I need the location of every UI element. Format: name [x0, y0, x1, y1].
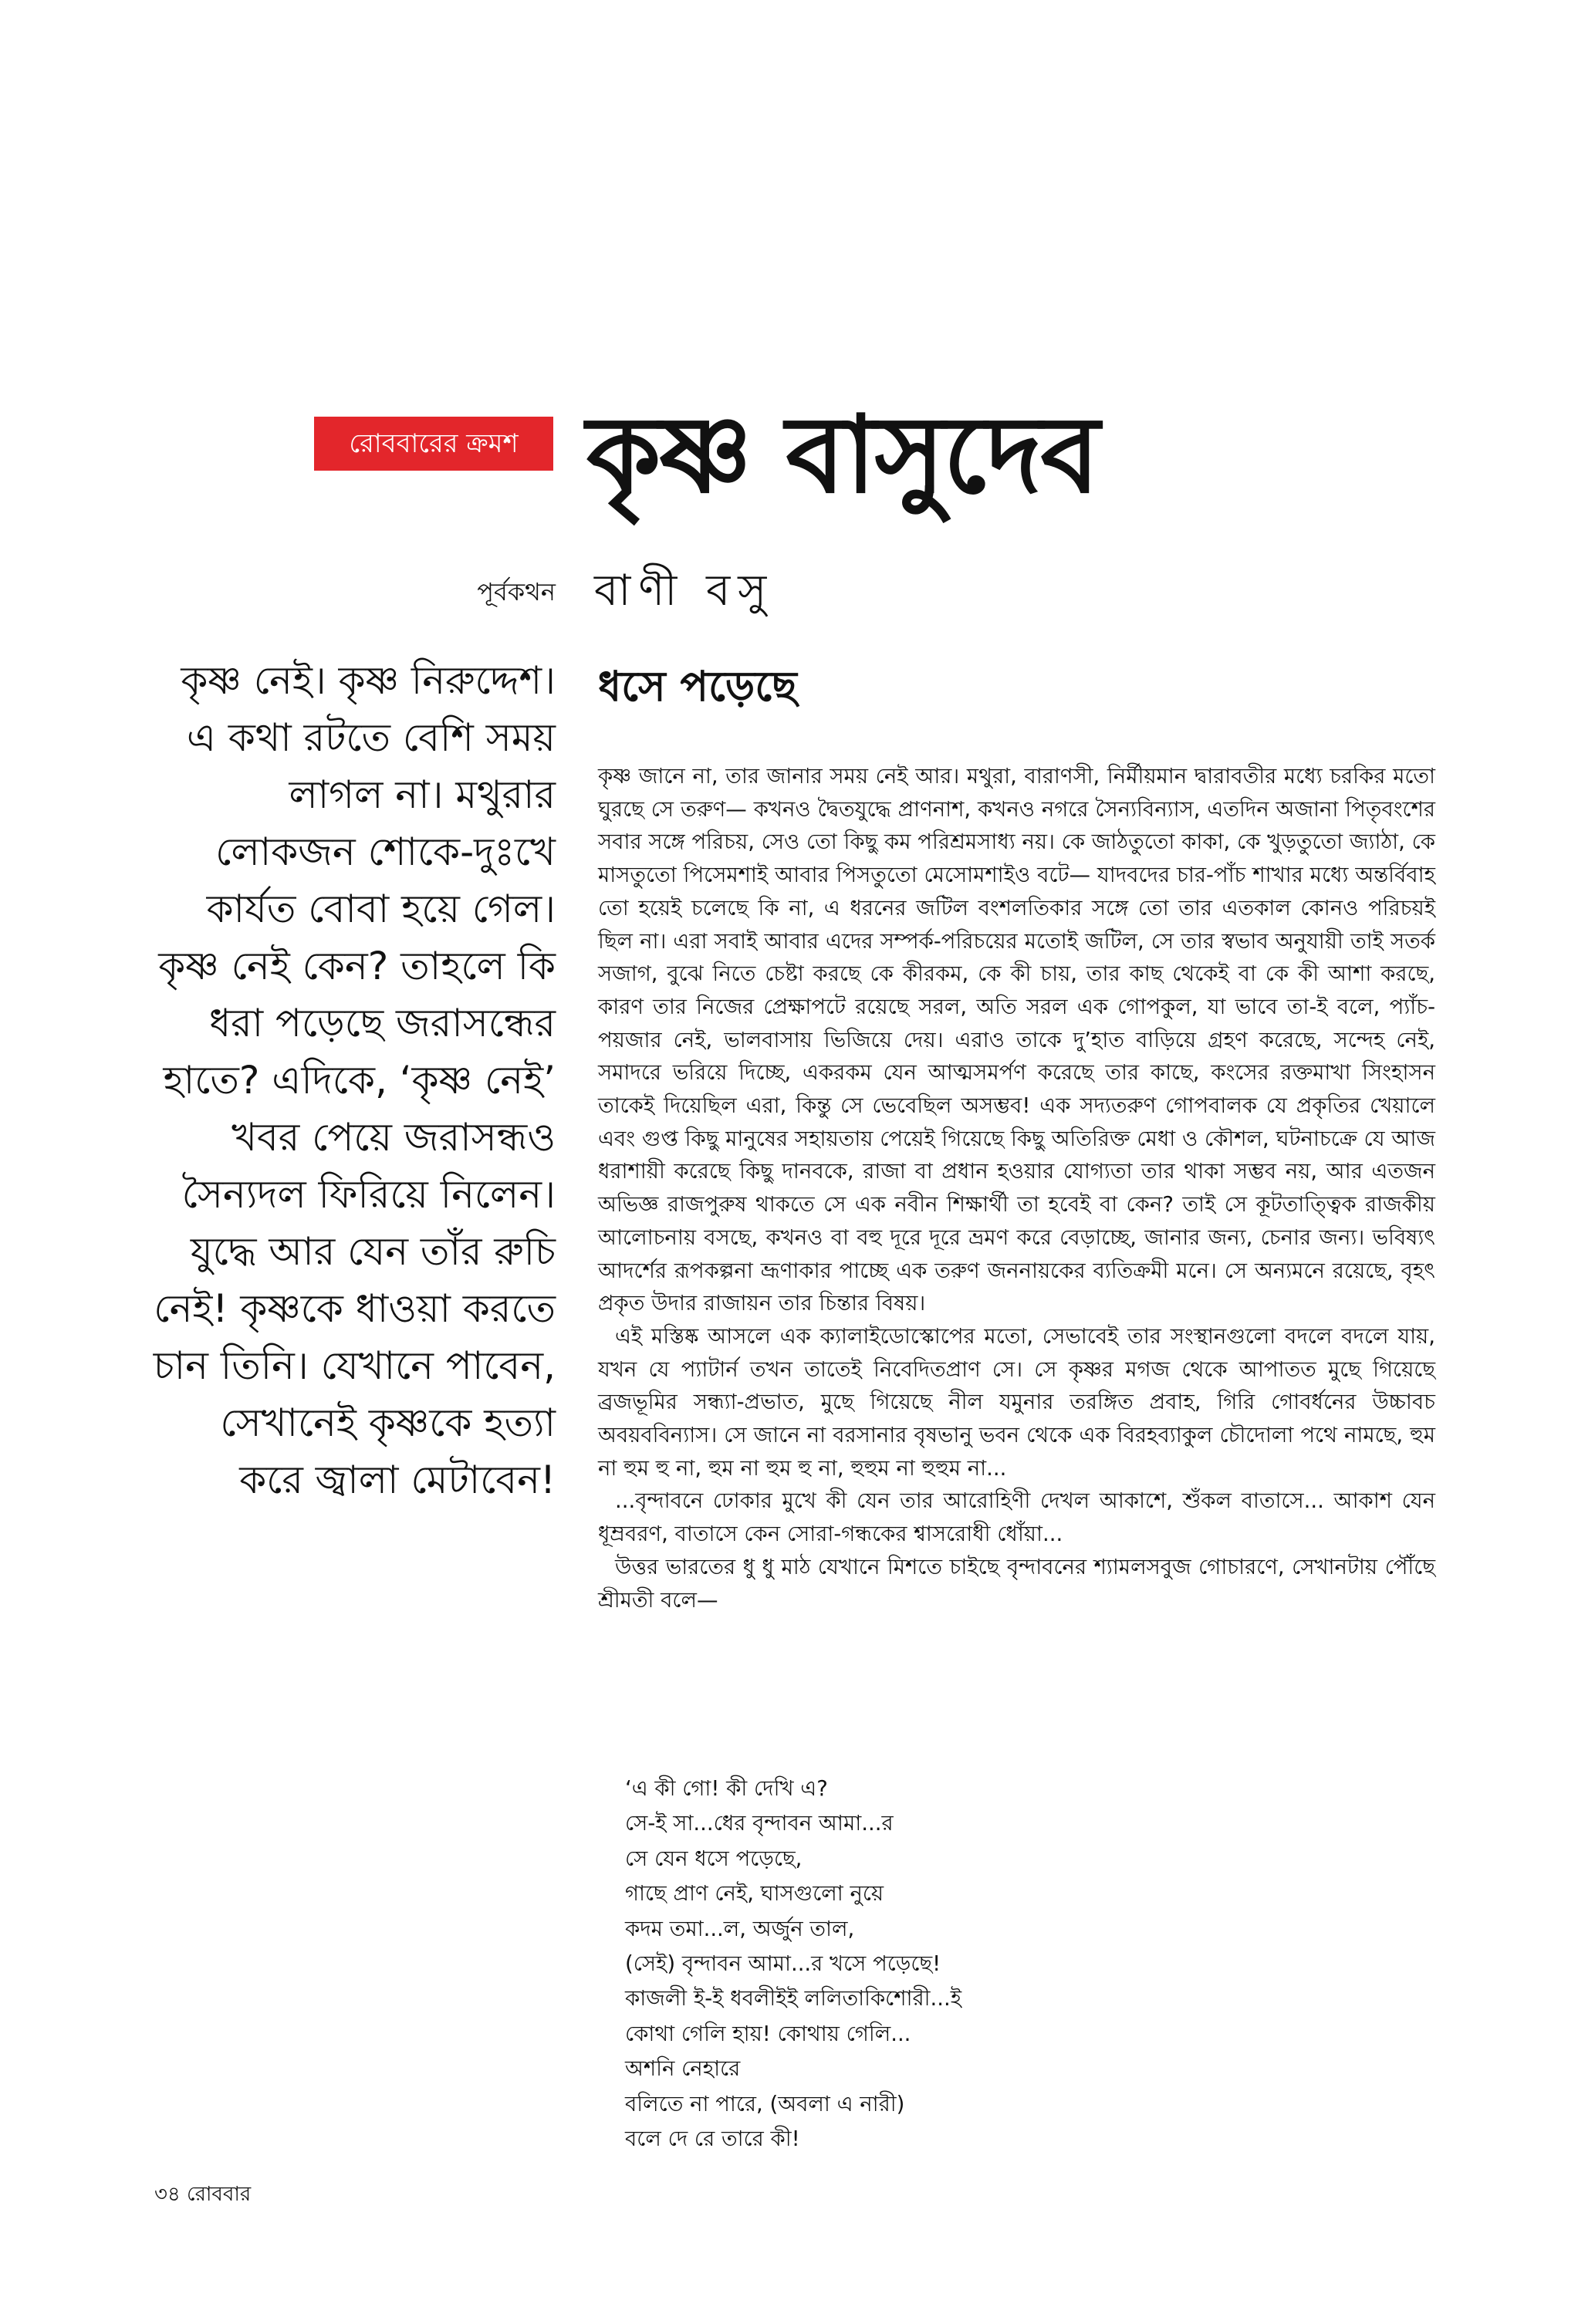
poem-line: বলিতে না পারে, (অবলা এ নারী): [625, 2091, 905, 2116]
page-title: কৃষ্ণ বাসুদেব: [586, 393, 1099, 517]
series-badge: রোববারের ক্রমশ: [314, 417, 553, 471]
article-paragraph: উত্তর ভারতের ধু ধু মাঠ যেখানে মিশতে চাইছে বৃন্দাবনের শ্যামলসবুজ গোচারণে, সেখানটায় পৌঁছে শ্রীমতী বলে—: [598, 1554, 1435, 1613]
poem-line: কোথা গেলি হায়! কোথায় গেলি...: [625, 2021, 911, 2046]
author-name: বাণী বসু: [594, 566, 775, 616]
poem-line: অশনি নেহারে: [625, 2056, 741, 2082]
poem-line: বলে দে রে তারে কী!: [625, 2126, 800, 2152]
section-heading: ধসে পড়েছে: [598, 662, 797, 711]
article-paragraph: কৃষ্ণ জানে না, তার জানার সময় নেই আর। মথুরা, বারাণসী, নির্মীয়মান দ্বারাবতীর মধ্যে চরকির মতো ঘুরছে সে তরুণ— কখনও দ্বৈতযুদ্ধে প্রাণনাশ, কখনও নগরে সৈন্যবিন্যাস, এতদিন অজানা পিতৃবংশের সবার সঙ্গে পরিচয়, সেও তো কিছু কম পরিশ্রমসাধ্য নয়। কে জাঠতুতো কাকা, কে খুড়তুতো জ্যাঠা, কে মাসতুতো পিসেমশাই আবার পিসতুতো মেসোমশাইও বটে— যাদবদের চার-পাঁচ শাখার মধ্যে অন্তর্বিবাহ তো হয়েই চলেছে কি না, এ ধরনের জটিল বংশলতিকার সঙ্গে তো তার এতকাল কোনও পরিচয়ই ছিল না। এরা সবাই আবার এদের সম্পর্ক-পরিচয়ের মতোই জটিল, সে তার স্বভাব অনুযায়ী তাই সতর্ক সজাগ, বুঝে নিতে চেষ্টা করছে কে কীরকম, কে কী চায়, তার কাছ থেকেই বা কে কী আশা করছে, কারণ তার নিজের প্রেক্ষাপটে রয়েছে সরল, অতি সরল এক গোপকুল, যা ভাবে তা-ই বলে, প্যাঁচ-পয়জার নেই, ভালবাসায় ভিজিয়ে দেয়। এরাও তাকে দু’হাত বাড়িয়ে গ্রহণ করেছে, সন্দেহ নেই, সমাদরে ভরিয়ে দিচ্ছে, একরকম যেন আত্মসমর্পণ করেছে তার কাছে, কংসের রক্তমাখা সিংহাসন তাকেই দিয়েছিল এরা, কিন্তু সে ভেবেছিল অসম্ভব! এক সদ্যতরুণ গোপবালক যে প্রকৃতির খেয়ালে এবং গুপ্ত কিছু মানুষের সহায়তায় পেয়েই গিয়েছে কিছু অতিরিক্ত মেধা ও কৌশল, ঘটনাচক্রে যে আজ ধরাশায়ী করেছে কিছু দানবকে, রাজা বা প্রধান হওয়ার যোগ্যতা তার থাকা সম্ভব নয়, আর এতজন অভিজ্ঞ রাজপুরুষ থাকতে সে এক নবীন শিক্ষার্থী তা হবেই বা কেন? তাই সে কূটতাত্ত্বিক রাজকীয় আলোচনায় বসছে, কখনও বা বহু দূরে দূরে ভ্রমণ করে বেড়াচ্ছে, জানার জন্য, চেনার জন্য। ভবিষ্যৎ আদর্শের রূপকল্পনা ভ্রূণাকার পাচ্ছে এক তরুণ জননায়কের ব্যতিক্রমী মনে। সে অন্যমনে রয়েছে, বৃহৎ প্রকৃত উদার রাজায়ন তার চিন্তার বিষয়।: [598, 764, 1435, 1316]
poem-line: (সেই) বৃন্দাবন আমা...র খসে পড়েছে!: [625, 1951, 941, 1977]
poem-line: সে যেন ধসে পড়েছে,: [625, 1846, 803, 1871]
page-footer: ৩৪ রোববার: [154, 2183, 252, 2206]
article-paragraph: এই মস্তিষ্ক আসলে এক ক্যালাইডোস্কোপের মতো, সেভাবেই তার সংস্থানগুলো বদলে বদলে যায়, যখন যে প্যাটার্ন তখন তাতেই নিবেদিতপ্রাণ সে। সে কৃষ্ণর মগজ থেকে আপাতত মুছে গিয়েছে ব্রজভূমির সন্ধ্যা-প্রভাত, মুছে গিয়েছে নীল যমুনার তরঙ্গিত প্রবাহ, গিরি গোবর্ধনের উচ্চাবচ অবয়ববিন্যাস। সে জানে না বরসানার বৃষভানু ভবন থেকে এক বিরহব্যাকুল চৌদোলা পথে নামছে, হুম না হুম হু না, হুম না হুম হু না, হুহুম না হুহুম না...: [598, 1323, 1435, 1481]
poem-line: কদম তমা...ল, অর্জুন তাল,: [625, 1916, 855, 1941]
article-paragraph: ...বৃন্দাবনে ঢোকার মুখে কী যেন তার আরোহিণী দেখল আকাশে, শুঁকল বাতাসে... আকাশ যেন ধূম্রবরণ, বাতাসে কেন সোরা-গন্ধকের শ্বাসরোধী ধোঁয়া...: [598, 1488, 1435, 1547]
poem-line: গাছে প্রাণ নেই, ঘাসগুলো নুয়ে: [625, 1881, 884, 1907]
poem-line: সে-ই সা...ধের বৃন্দাবন আমা...র: [625, 1811, 894, 1836]
poem-line: কাজলী ই-ই ধবলীইই ললিতাকিশোরী...ই: [625, 1986, 961, 2012]
poem-line: ‘এ কী গো! কী দেখি এ?: [625, 1776, 828, 1801]
prologue-label: পূর্বকথন: [477, 577, 556, 606]
pull-quote: কৃষ্ণ নেই। কৃষ্ণ নিরুদ্দেশ। এ কথা রটতে বেশি সময় লাগল না। মথুরার লোকজন শোকে-দুঃখে কার্যত বোবা হয়ে গেল। কৃষ্ণ নেই কেন? তাহলে কি ধরা পড়েছে জরাসন্ধের হাতে? এদিকে, ‘কৃষ্ণ নেই’ খবর পেয়ে জরাসন্ধও সৈন্যদল ফিরিয়ে নিলেন। যুদ্ধে আর যেন তাঁর রুচি নেই! কৃষ্ণকে ধাওয়া করতে চান তিনি। যেখানে পাবেন, সেখানেই কৃষ্ণকে হত্যা করে জ্বালা মেটাবেন!: [153, 658, 556, 1502]
article-body: [598, 760, 1435, 1616]
poem-block: [625, 1772, 1165, 2157]
